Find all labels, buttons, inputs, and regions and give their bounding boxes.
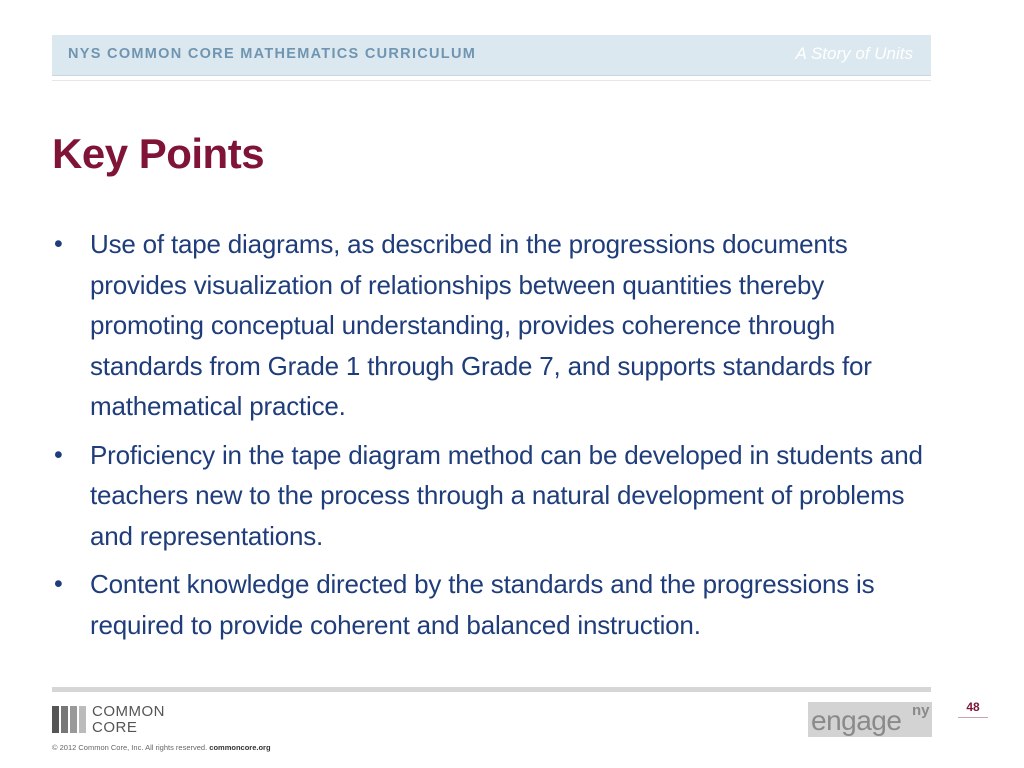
bullet-item xyxy=(52,564,942,645)
logo-word-core: CORE xyxy=(92,719,138,736)
header-divider xyxy=(52,80,931,81)
bullet-list xyxy=(52,224,942,653)
logo-word-common: COMMON xyxy=(92,703,165,720)
copyright-notice xyxy=(52,743,271,752)
engage-word: engage xyxy=(811,705,902,736)
bullet-item xyxy=(52,224,942,427)
engage-ny-logo xyxy=(808,702,932,737)
bullet-text: Content knowledge directed by the standards and the progressions is required to provide coherent and balanced instruction. xyxy=(90,569,875,640)
curriculum-title: NYS COMMON CORE MATHEMATICS CURRICULUM xyxy=(68,46,477,62)
slide-title: Key Points xyxy=(52,130,265,177)
bullet-dot-icon: • xyxy=(54,570,63,598)
site-link[interactable]: commoncore.org xyxy=(209,743,271,752)
page-number: 48 xyxy=(966,700,980,714)
page-number-underline xyxy=(958,717,988,718)
header-bar xyxy=(52,35,931,76)
bullet-text: Use of tape diagrams, as described in the progressions documents provides visualization of relationships between quantities thereby promoting conceptual understanding, provides coherence through standards from Grade 1 through Grade 7, and supports standards for mathematical practice. xyxy=(90,229,872,421)
bullet-dot-icon: • xyxy=(54,440,63,469)
bullet-text: Proficiency in the tape diagram method can be developed in students and teachers new to the process through a natural development of problems and representations. xyxy=(90,439,923,551)
common-core-logo-icon xyxy=(52,706,88,733)
copyright-text: © 2012 Common Core, Inc. All rights reserved. xyxy=(52,743,208,752)
bullet-item xyxy=(52,435,942,557)
engage-ny-superscript: ny xyxy=(912,702,930,719)
bullet-dot-icon: • xyxy=(54,230,63,258)
story-subtitle: A Story of Units xyxy=(795,44,913,63)
footer-divider xyxy=(52,687,931,692)
